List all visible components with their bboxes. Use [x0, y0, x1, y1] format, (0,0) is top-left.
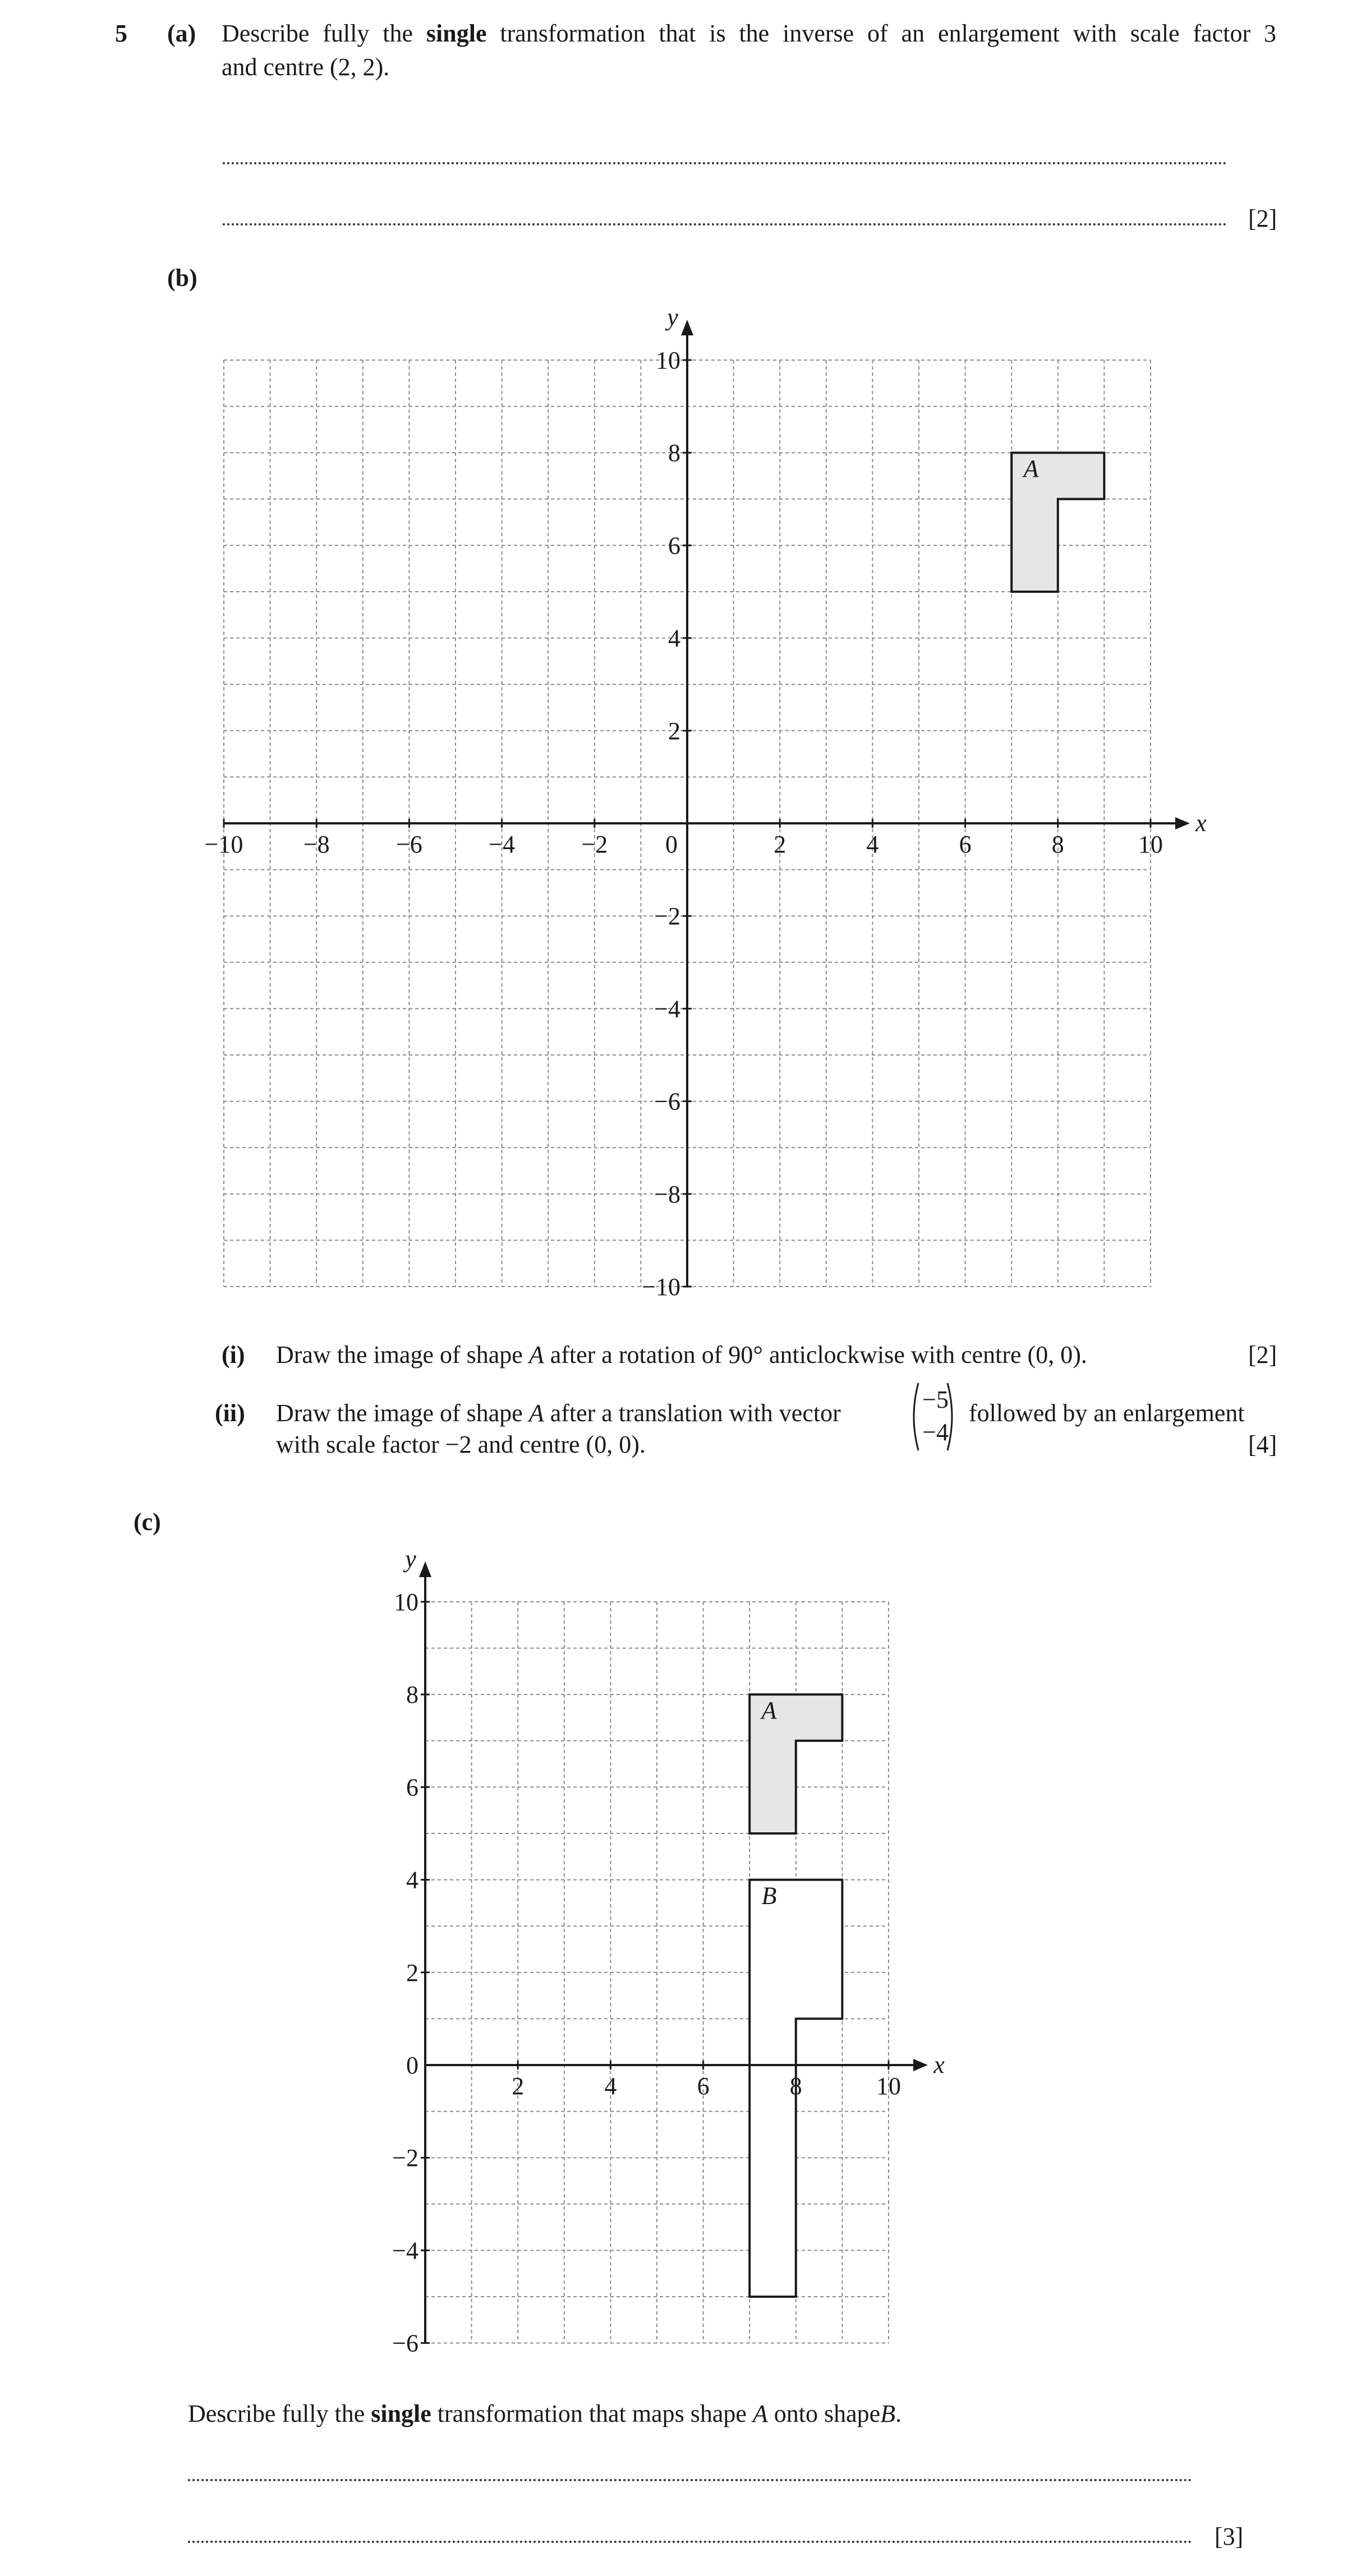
- x-tick-label: 10: [876, 2072, 901, 2100]
- part-b-ii-text-left: [276, 1398, 841, 1429]
- y-tick-label: 10: [656, 347, 680, 374]
- y-tick-label: −6: [392, 2329, 418, 2357]
- part-b-i-label: (i): [222, 1341, 245, 1368]
- part-b-ii-marks: [4]: [1248, 1431, 1277, 1458]
- x-tick-label: 6: [697, 2072, 710, 2100]
- shape-label-a: A: [1023, 455, 1039, 483]
- y-tick-label: −6: [654, 1087, 680, 1116]
- part-b-i-text-post: after a rotation of 90° anticlockwise with centre (0, 0).: [550, 1341, 1087, 1368]
- y-tick-label: 6: [406, 1773, 418, 1801]
- y-tick-label: −2: [392, 2144, 418, 2172]
- y-tick-label: −4: [392, 2237, 418, 2265]
- x-tick-label: 10: [1138, 831, 1163, 858]
- part-b-ii-label: (ii): [215, 1399, 245, 1427]
- part-b-label: (b): [167, 264, 197, 292]
- part-c-text-onto: onto shape: [774, 2400, 881, 2427]
- shape-label-b: B: [761, 1882, 777, 1910]
- y-tick-label: 6: [668, 532, 680, 560]
- part-b-ii-text-mid: after a translation with vector: [550, 1399, 841, 1427]
- y-tick-label: 2: [668, 717, 680, 745]
- part-b-ii-text-post: followed by an enlargement: [969, 1399, 1245, 1427]
- x-tick-label: 4: [866, 831, 879, 858]
- y-tick-label: −2: [654, 902, 680, 930]
- x-axis-label: x: [933, 2051, 945, 2079]
- part-c-text-bold: single: [371, 2400, 431, 2427]
- part-b-i-text: [276, 1339, 1087, 1371]
- y-axis-label: y: [667, 303, 678, 331]
- x-tick-label: 2: [512, 2072, 525, 2100]
- x-axis-label: x: [1195, 809, 1207, 837]
- translation-vector: [910, 1381, 955, 1453]
- part-a-text-pre: Describe fully the: [222, 20, 413, 47]
- part-a-text-bold: single: [426, 20, 487, 47]
- part-c-label: (c): [134, 1508, 161, 1536]
- vector-top: −5: [922, 1386, 949, 1413]
- part-c-shape-a: A: [752, 2400, 768, 2427]
- y-tick-label: 0: [406, 2052, 418, 2079]
- x-tick-label: −8: [303, 831, 330, 858]
- part-b-i-text-pre: Draw the image of shape: [276, 1341, 523, 1368]
- y-tick-label: −8: [654, 1180, 680, 1208]
- x-axis-arrow: [1175, 817, 1190, 830]
- part-c-text-end: .: [895, 2400, 902, 2427]
- x-tick-label: −6: [395, 831, 422, 858]
- part-c-shape-b: B: [880, 2400, 896, 2427]
- answer-line-c2[interactable]: [188, 2541, 1192, 2543]
- x-axis-arrow: [913, 2059, 928, 2071]
- y-tick-label: 8: [406, 1681, 418, 1709]
- chart-c-grid[interactable]: [0, 1514, 1357, 2367]
- answer-line-c1[interactable]: [188, 2479, 1192, 2481]
- vector-bottom: −4: [922, 1418, 949, 1446]
- part-c-text-mid: transformation that maps shape: [437, 2400, 747, 2427]
- part-b-ii-shape: A: [528, 1399, 544, 1427]
- x-tick-label: 6: [959, 831, 972, 858]
- x-tick-label: −10: [204, 831, 243, 858]
- y-tick-label: 8: [668, 439, 680, 467]
- x-tick-label: −2: [581, 831, 608, 858]
- part-b-i-shape: A: [528, 1341, 544, 1368]
- x-tick-label: 4: [604, 2072, 617, 2100]
- part-a-question-line2: and centre (2, 2).: [222, 53, 390, 81]
- y-tick-label: 4: [406, 1866, 418, 1894]
- part-c-text-pre: Describe fully the: [188, 2400, 365, 2427]
- y-tick-label: 4: [668, 624, 680, 652]
- x-tick-label: 8: [1051, 831, 1064, 858]
- x-tick-label: 2: [774, 831, 786, 858]
- y-axis-arrow: [681, 320, 693, 335]
- part-a-marks: [2]: [1248, 205, 1277, 232]
- x-tick-label: 0: [665, 831, 678, 858]
- part-b-i-marks: [2]: [1248, 1341, 1277, 1368]
- part-c-text: [188, 2398, 901, 2430]
- part-a-label: (a): [167, 20, 196, 47]
- y-tick-label: −10: [642, 1273, 680, 1301]
- y-tick-label: 10: [394, 1588, 418, 1616]
- part-a-text-post: transformation that is the inverse of an enlargement with scale factor 3: [500, 20, 1277, 47]
- part-c-marks: [3]: [1215, 2523, 1244, 2550]
- y-tick-label: 2: [406, 1959, 418, 1987]
- y-axis-label: y: [405, 1545, 416, 1573]
- question-number: 5: [115, 20, 127, 47]
- x-tick-label: 8: [789, 2072, 802, 2100]
- x-tick-label: −4: [489, 831, 516, 858]
- y-tick-label: −4: [654, 995, 680, 1023]
- shape-label-a: A: [761, 1697, 777, 1725]
- y-axis-arrow: [419, 1561, 431, 1577]
- part-b-ii-text-pre: Draw the image of shape: [276, 1399, 523, 1427]
- part-b-ii-line2: with scale factor −2 and centre (0, 0).: [276, 1431, 646, 1458]
